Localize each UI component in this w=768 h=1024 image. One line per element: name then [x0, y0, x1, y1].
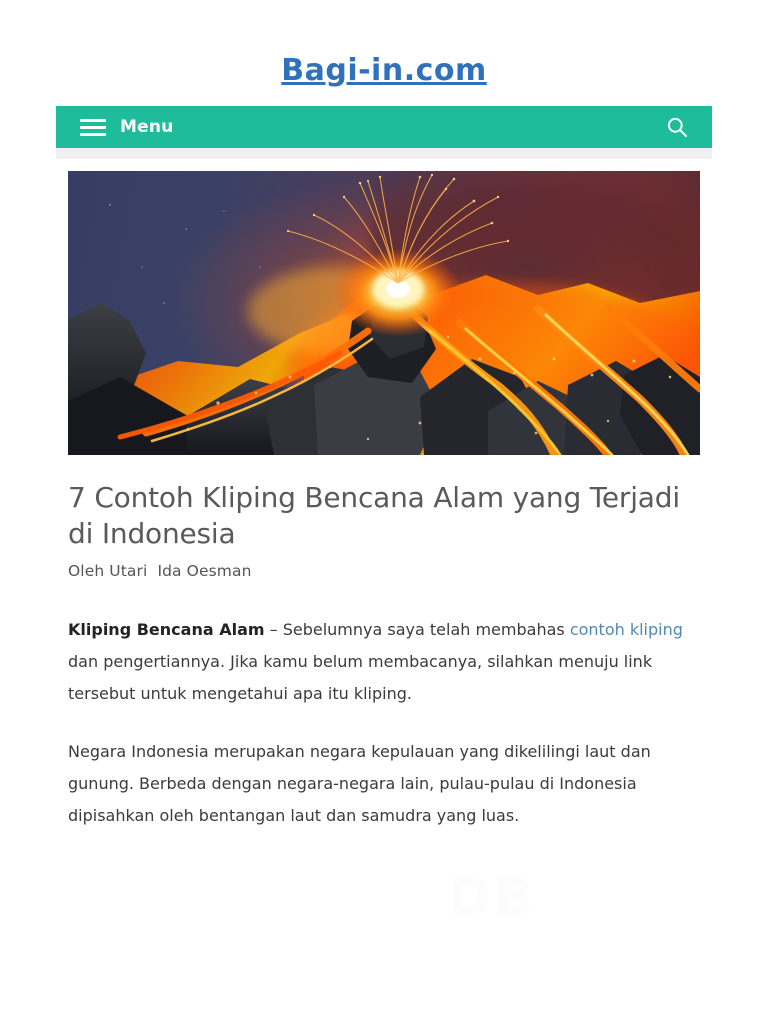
navbar-shadow — [56, 148, 712, 159]
site-logo[interactable]: Bagi-in.com — [281, 53, 487, 88]
contoh-kliping-link[interactable]: contoh kliping — [569, 620, 683, 640]
paragraph-1 — [68, 614, 700, 710]
page-title: 7 Contoh Kliping Bencana Alam yang Terjadi di Indonesia — [68, 481, 680, 551]
article-byline: Oleh Utari Ida Oesman — [68, 562, 252, 581]
hero-image — [68, 171, 700, 455]
search-icon[interactable] — [664, 114, 690, 140]
article-body — [68, 614, 700, 832]
menu-label: Menu — [120, 117, 174, 137]
paragraph-1-after-link: dan pengertiannya. Jika kamu belum membacanya, silahkan menuju link tersebut untuk mengetahui apa itu kliping. — [68, 652, 653, 704]
paragraph-1-before-link: – Sebelumnya saya telah membahas — [264, 620, 570, 640]
volcano-illustration — [68, 171, 700, 455]
watermark — [448, 874, 658, 960]
menu-toggle[interactable] — [80, 106, 173, 148]
paragraph-2: Negara Indonesia merupakan negara kepulauan yang dikelilingi laut dan gunung. Berbeda dengan negara-negara lain, pulau-pulau di Indonesia dipisahkan oleh bentangan laut dan samudra yang luas. — [68, 742, 651, 826]
navigation-bar — [56, 106, 712, 148]
hamburger-icon[interactable] — [80, 119, 106, 136]
article — [68, 480, 700, 832]
site-header — [0, 53, 768, 88]
lead-bold-text: Kliping Bencana Alam — [68, 620, 265, 640]
